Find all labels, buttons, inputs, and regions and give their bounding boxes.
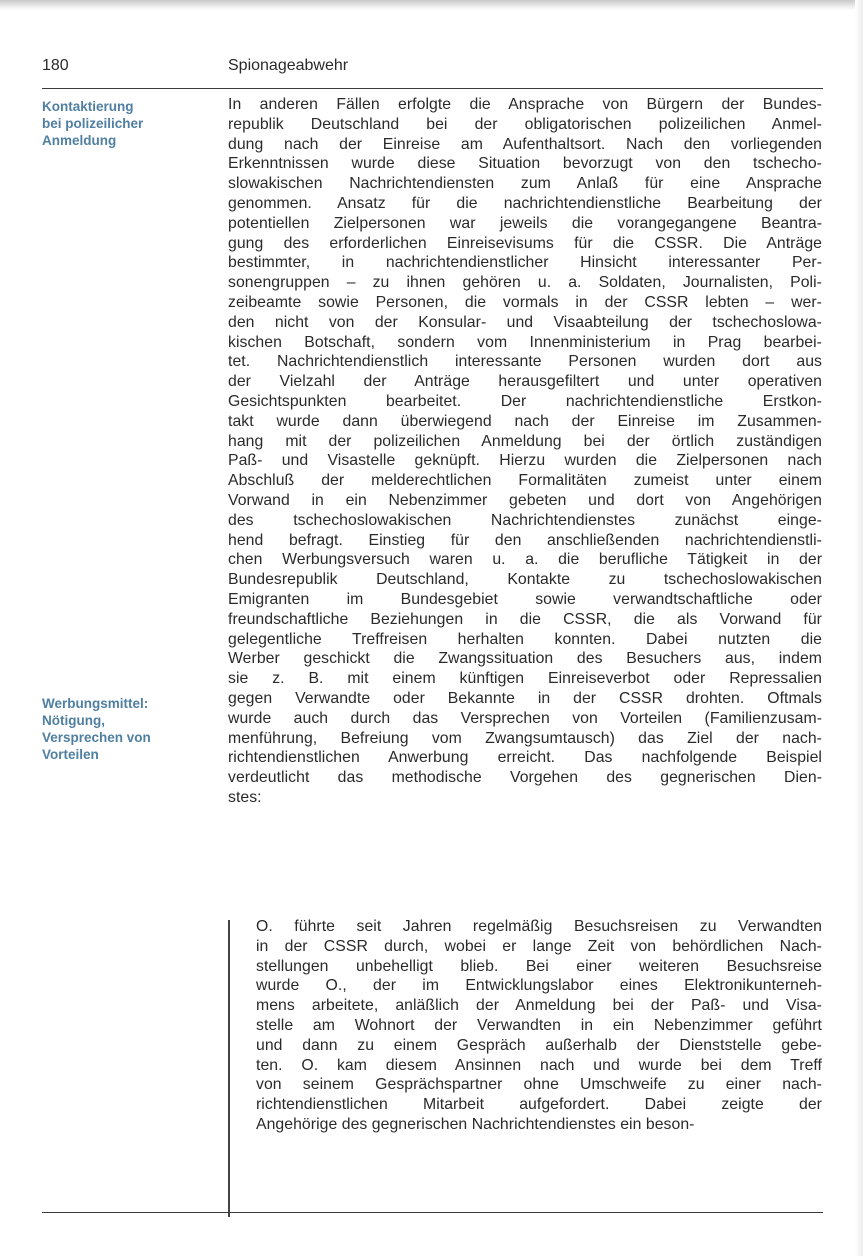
body-line: verdeutlicht das methodische Vorgehen des gegnerischen Dien- (228, 769, 822, 787)
example-line: mens arbeitete, anläßlich der Anmeldung bei der Paß- und Visa- (256, 997, 822, 1015)
example-text (256, 917, 822, 1135)
example-line: stellungen unbehelligt blieb. Bei einer weiteren Besuchsreise (256, 957, 822, 975)
example-line: wurde O., der im Entwicklungslabor eines Elektronikunterneh- (256, 977, 822, 995)
scan-right-edge (855, 0, 863, 1256)
body-line: bestimmter, in nachrichtendienstlicher Hinsicht interessanter Per- (228, 254, 822, 272)
example-line: und dann zu einem Gespräch außerhalb der Dienststelle gebe- (256, 1036, 822, 1054)
example-line: richtendienstlichen Mitarbeit aufgefordert. Dabei zeigte der (256, 1096, 822, 1114)
example-line: Angehörige des gegnerischen Nachrichtendienstes ein beson- (256, 1115, 695, 1133)
body-line: chen Werbungsversuch waren u. a. die berufliche Tätigkeit in der (228, 551, 822, 569)
body-line: Erkenntnissen wurde diese Situation bevorzugt von den tschecho- (228, 155, 822, 173)
body-line: Emigranten im Bundesgebiet sowie verwandtschaftliche oder (228, 590, 822, 608)
body-line: In anderen Fällen erfolgte die Ansprache von Bürgern der Bundes- (228, 96, 822, 113)
example-line: von seinem Gesprächspartner ohne Umschweife zu einer nach- (256, 1076, 822, 1094)
body-line: Gesichtspunkten bearbeitet. Der nachrichtendienstliche Erstkon- (228, 392, 822, 410)
body-line: Abschluß der melderechtlichen Formalitäten zumeist unter einem (228, 472, 822, 490)
body-line: hend befragt. Einstieg für den anschließenden nachrichtendienstli- (228, 531, 822, 549)
body-line: gelegentliche Treffreisen herhalten konnten. Dabei nutzten die (228, 630, 822, 648)
body-line: menführung, Befreiung vom Zwangsumtausch) das Ziel der nach- (228, 729, 822, 747)
body-line: freundschaftliche Beziehungen in die CSSR, die als Vorwand für (228, 610, 822, 628)
running-head: Spionageabwehr (228, 57, 349, 74)
body-line: Vorwand in ein Nebenzimmer gebeten und dort von Angehörigen (228, 491, 822, 509)
body-line: genommen. Ansatz für die nachrichtendienstliche Bearbeitung der (228, 194, 822, 212)
header-rule (42, 88, 823, 89)
body-line: der Vielzahl der Anträge herausgefiltert und unter operativen (228, 373, 822, 391)
margin-note-recruitment: Werbungsmittel: Nötigung, Versprechen von Vorteilen (42, 696, 151, 762)
body-line: gegen Verwandte oder Bekannte in der CSSR drohten. Oftmals (228, 689, 822, 707)
page-number: 180 (42, 57, 69, 74)
body-line: sonengruppen – zu ihnen gehören u. a. Soldaten, Journalisten, Poli- (228, 274, 822, 292)
body-line: sie z. B. mit einem künftigen Einreiseverbot oder Repressalien (228, 670, 822, 688)
body-text (228, 95, 822, 808)
scan-edge-shadow (0, 0, 863, 10)
body-line: takt wurde dann überwiegend nach der Einreise im Zusammen- (228, 412, 822, 430)
body-line: den nicht von der Konsular- und Visaabteilung der tschechoslowa- (228, 313, 822, 331)
example-line: stelle am Wohnort der Verwandten in ein Nebenzimmer geführt (256, 1016, 822, 1034)
margin-note-contact: Kontaktierung bei polizeilicher Anmeldung (42, 99, 144, 148)
body-line: stes: (228, 788, 262, 806)
body-line: tet. Nachrichtendienstlich interessante Personen wurden dort aus (228, 353, 822, 371)
example-line: ten. O. kam diesem Ansinnen nach und wurde bei dem Treff (256, 1056, 822, 1074)
footer-rule (42, 1212, 823, 1213)
body-line: hang mit der polizeilichen Anmeldung bei der örtlich zuständigen (228, 432, 822, 450)
body-line: wurde auch durch das Versprechen von Vorteilen (Familienzusam- (228, 709, 822, 727)
body-line: Bundesrepublik Deutschland, Kontakte zu tschechoslowakischen (228, 571, 822, 589)
body-line: zeibeamte sowie Personen, die vormals in der CSSR lebten – wer- (228, 293, 822, 311)
example-line: O. führte seit Jahren regelmäßig Besuchsreisen zu Verwandten (256, 918, 822, 935)
body-line: dung nach der Einreise am Aufenthaltsort. Nach den vorliegenden (228, 135, 822, 153)
body-line: slowakischen Nachrichtendiensten zum Anlaß für eine Ansprache (228, 175, 822, 193)
body-line: potentiellen Zielpersonen war jeweils die vorangegangene Beantra- (228, 214, 822, 232)
body-line: Werber geschickt die Zwangssituation des Besuchers aus, indem (228, 650, 822, 668)
quote-bar (228, 920, 230, 1217)
body-line: Paß- und Visastelle geknüpft. Hierzu wurden die Zielpersonen nach (228, 452, 822, 470)
body-line: kischen Botschaft, sondern vom Innenministerium in Prag bearbei- (228, 333, 822, 351)
body-line: richtendienstlichen Anwerbung erreicht. Das nachfolgende Beispiel (228, 749, 822, 767)
body-line: des tschechoslowakischen Nachrichtendienstes zunächst einge- (228, 511, 822, 529)
body-line: republik Deutschland bei der obligatorischen polizeilichen Anmel- (228, 115, 822, 133)
example-line: in der CSSR durch, wobei er lange Zeit von behördlichen Nach- (256, 937, 822, 955)
body-line: gung des erforderlichen Einreisevisums für die CSSR. Die Anträge (228, 234, 822, 252)
